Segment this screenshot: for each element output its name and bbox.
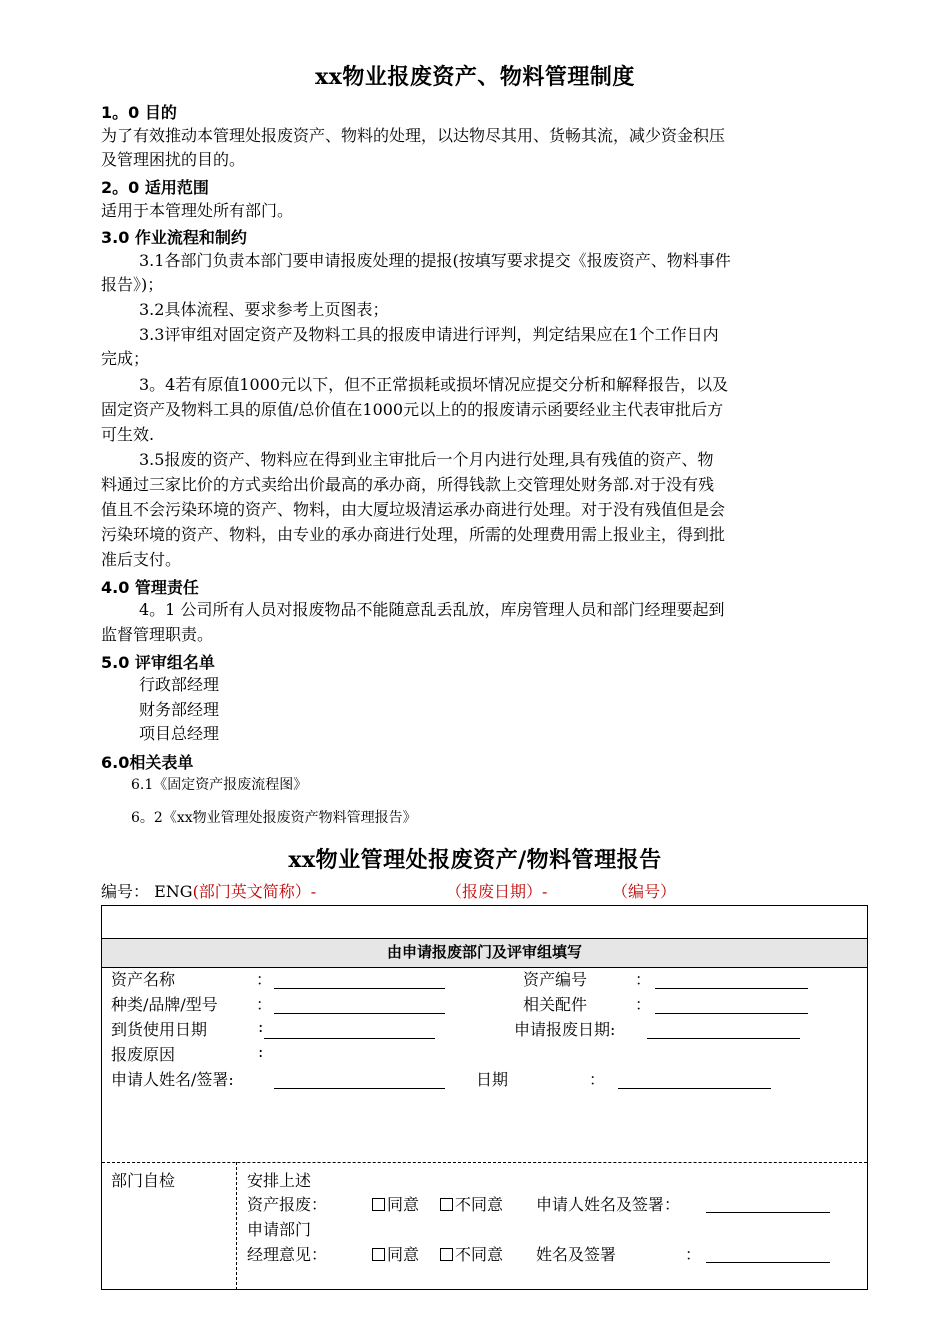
- asset-no-colon: ：: [635, 970, 652, 989]
- applicant-label: 申请人姓名/签署:: [111, 1070, 234, 1089]
- manager-sign-colon: ：: [685, 1245, 702, 1264]
- review-member-3: 项目总经理: [139, 724, 220, 743]
- process-line-6: 3。4若有原值1000元以下，但不正常损耗或损坏情况应提交分析和解释报告，以及: [139, 375, 729, 394]
- disagree-label: 不同意: [455, 1245, 504, 1264]
- process-line-5: 完成；: [101, 349, 150, 368]
- agree-label: 同意: [387, 1195, 420, 1214]
- process-line-4: 3.3评审组对固定资产及物料工具的报废申请进行评判，判定结果应在1个工作日内: [139, 325, 719, 344]
- accessories-field[interactable]: [655, 1013, 808, 1014]
- manager-opinion-label: 经理意见：: [247, 1245, 328, 1264]
- process-line-13: 准后支付。: [101, 550, 182, 569]
- doc-title: xx物业报废资产、物料管理制度: [315, 64, 635, 90]
- report-number-date: （报废日期）-: [446, 882, 548, 901]
- apply-date-field[interactable]: [647, 1038, 800, 1039]
- section-heading-process: 3.0 作业流程和制约: [101, 228, 247, 247]
- manager-sign-label: 姓名及签署: [536, 1245, 617, 1264]
- review-member-1: 行政部经理: [139, 675, 220, 694]
- purpose-line-2: 及管理困扰的目的。: [101, 150, 246, 169]
- type-brand-model-colon: ：: [256, 995, 273, 1014]
- checkbox-icon[interactable]: [440, 1248, 453, 1261]
- accessories-colon: ：: [635, 995, 652, 1014]
- scope-line-1: 适用于本管理处所有部门。: [101, 201, 294, 220]
- agree-label: 同意: [387, 1245, 420, 1264]
- process-line-8: 可生效.: [101, 425, 155, 444]
- section-heading-forms: 6.0相关表单: [101, 753, 194, 772]
- applicant-sign-field[interactable]: [274, 1088, 445, 1089]
- section-heading-responsibility: 4.0 管理责任: [101, 578, 199, 597]
- report-number-label: 编号： ENG: [101, 882, 193, 901]
- checkbox-icon[interactable]: [440, 1198, 453, 1211]
- arrival-date-label: 到货使用日期: [111, 1020, 208, 1039]
- reason-colon: :: [258, 1042, 264, 1061]
- process-line-3: 3.2具体流程、要求参考上页图表；: [139, 300, 389, 319]
- applicant-sign-label: 申请人姓名及签署：: [536, 1195, 681, 1214]
- report-number-line: [101, 880, 316, 904]
- checkbox-icon[interactable]: [372, 1198, 385, 1211]
- form-ref-1: 6.1《固定资产报废流程图》: [131, 777, 308, 793]
- disagree-option-1[interactable]: [440, 1192, 503, 1215]
- agree-option-1[interactable]: [372, 1192, 419, 1215]
- disagree-option-2[interactable]: [440, 1242, 503, 1265]
- disagree-label: 不同意: [455, 1195, 504, 1214]
- process-line-10: 料通过三家比价的方式卖给出价最高的承办商，所得钱款上交管理处财务部.对于没有残: [101, 475, 715, 494]
- asset-no-field[interactable]: [655, 988, 808, 989]
- dept-check-line1: 安排上述: [247, 1171, 312, 1190]
- purpose-line-1: 为了有效推动本管理处报废资产、物料的处理，以达物尽其用、货畅其流，减少资金积压: [101, 126, 726, 145]
- arrival-date-field[interactable]: [264, 1038, 435, 1039]
- asset-name-label: 资产名称: [111, 970, 176, 989]
- reason-label: 报废原因: [111, 1045, 176, 1064]
- dept-check-asset-scrap-label: 资产报废：: [247, 1195, 328, 1214]
- asset-name-colon: ：: [256, 970, 273, 989]
- arrival-date-colon: :: [258, 1017, 264, 1036]
- process-line-9: 3.5报废的资产、物料应在得到业主审批后一个月内进行处理,具有残值的资产、物: [139, 450, 714, 469]
- manager-sign-line[interactable]: [706, 1262, 830, 1263]
- report-number-seq: （编号）: [612, 882, 677, 901]
- checkbox-icon[interactable]: [372, 1248, 385, 1261]
- applicant-date-field[interactable]: [618, 1088, 771, 1089]
- apply-date-label: 申请报废日期:: [514, 1020, 616, 1039]
- column-divider: [236, 1162, 237, 1290]
- section-divider: [102, 1162, 867, 1163]
- responsibility-line-2: 监督管理职责。: [101, 625, 214, 644]
- process-line-1: 3.1各部门负责本部门要申请报废处理的提报(按填写要求提交《报废资产、物料事件: [139, 251, 731, 270]
- accessories-label: 相关配件: [523, 995, 588, 1014]
- section-heading-scope: 2。0 适用范围: [101, 178, 209, 197]
- applicant-date-label: 日期: [476, 1070, 509, 1089]
- process-line-12: 污染环境的资产、物料，由专业的承办商进行处理，所需的处理费用需上报业主，得到批: [101, 525, 726, 544]
- process-line-2: 报告》)；: [101, 275, 164, 294]
- review-member-2: 财务部经理: [139, 700, 220, 719]
- process-line-11: 值且不会污染环境的资产、物料，由大厦垃圾清运承办商进行处理。对于没有残值但是会: [101, 500, 726, 519]
- process-line-7: 固定资产及物料工具的原值/总价值在1000元以上的的报废请示函要经业主代表审批后方: [101, 400, 724, 419]
- report-title: xx物业管理处报废资产/物料管理报告: [288, 847, 662, 873]
- asset-no-label: 资产编号: [523, 970, 588, 989]
- applicant-sign-line[interactable]: [706, 1212, 830, 1213]
- asset-name-field[interactable]: [274, 988, 445, 989]
- form-band-header: 由申请报废部门及评审组填写: [102, 938, 867, 968]
- applicant-date-colon: ：: [589, 1070, 606, 1089]
- dept-check-line3: 申请部门: [247, 1220, 312, 1239]
- agree-option-2[interactable]: [372, 1242, 419, 1265]
- section-heading-review-group: 5.0 评审组名单: [101, 653, 215, 672]
- dept-check-label: 部门自检: [111, 1171, 176, 1190]
- type-brand-model-label: 种类/品牌/型号: [111, 995, 218, 1014]
- section-heading-purpose: 1。0 目的: [101, 103, 177, 122]
- report-form: [101, 905, 868, 1290]
- type-brand-model-field[interactable]: [274, 1013, 445, 1014]
- responsibility-line-1: 4。1 公司所有人员对报废物品不能随意乱丢乱放，库房管理人员和部门经理要起到: [139, 600, 725, 619]
- form-ref-2: 6。2《xx物业管理处报废资产物料管理报告》: [131, 810, 417, 826]
- report-number-dept: (部门英文简称）-: [192, 882, 317, 901]
